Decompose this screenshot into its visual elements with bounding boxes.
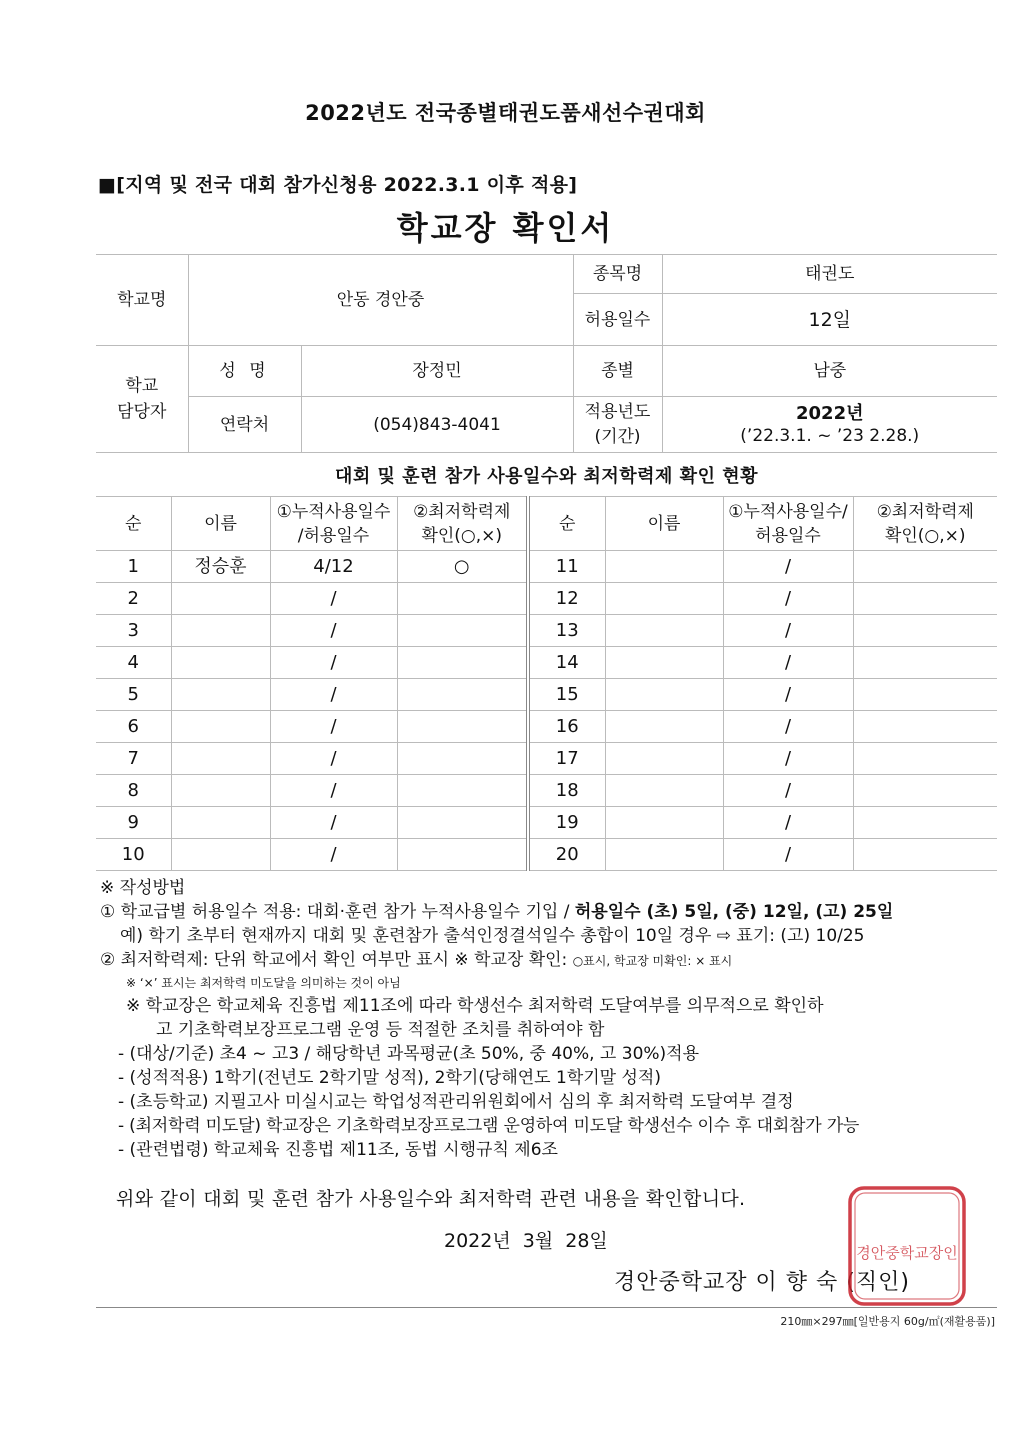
row-number: 3 xyxy=(96,615,171,647)
row-academic-check xyxy=(853,775,997,807)
name-value: 장정민 xyxy=(301,346,573,397)
row-academic-check xyxy=(853,583,997,615)
event-title: 2022년도 전국종별태권도품새선수권대회 xyxy=(305,101,706,125)
note-line-9: - (초등학교) 지필고사 미실시교는 학업성적관리위원회에서 심의 후 최저학력 도달여부 결정 xyxy=(118,1092,794,1112)
year-cell xyxy=(662,397,997,453)
table-row xyxy=(96,551,997,583)
row-days: / xyxy=(723,807,853,839)
row-number: 10 xyxy=(96,839,171,871)
header-no: 순 xyxy=(96,497,171,551)
form-label: ■[지역 및 전국 대회 참가신청용 2022.3.1 이후 적용] xyxy=(98,174,578,196)
header-academic: ②최저학력제 확인(○,×) xyxy=(397,497,528,551)
row-name xyxy=(171,839,270,871)
table-row xyxy=(96,711,997,743)
note-line-11: - (관련법령) 학교체육 진흥법 제11조, 동법 시행규칙 제6조 xyxy=(118,1140,558,1160)
row-academic-check xyxy=(397,615,528,647)
table-row xyxy=(96,775,997,807)
row-number: 16 xyxy=(528,711,605,743)
note-line-3-text: ② 최저학력제: 단위 학교에서 확인 여부만 표시 ※ 학교장 확인: xyxy=(100,950,573,970)
school-label: 학교명 xyxy=(96,255,188,346)
row-academic-check xyxy=(853,807,997,839)
row-number: 19 xyxy=(528,807,605,839)
row-days: / xyxy=(270,775,397,807)
row-number: 8 xyxy=(96,775,171,807)
school-value: 안동 경안중 xyxy=(188,255,573,346)
note-line-4: ※ ‘×’ 표시는 최저학력 미도달을 의미하는 것이 아님 xyxy=(126,976,401,990)
note-line-5: ※ 학교장은 학교체육 진흥법 제11조에 따라 학생선수 최저학력 도달여부를 의무적으로 확인하 xyxy=(126,996,824,1016)
row-name xyxy=(605,711,723,743)
row-days: / xyxy=(723,647,853,679)
row-number: 9 xyxy=(96,807,171,839)
row-number: 17 xyxy=(528,743,605,775)
table-row xyxy=(96,807,997,839)
contact-label: 연락처 xyxy=(188,397,301,453)
note-line-8: - (성적적용) 1학기(전년도 2학기말 성적), 2학기(당해연도 1학기말 성적) xyxy=(118,1068,661,1088)
row-academic-check xyxy=(397,743,528,775)
manager-label: 학교 담당자 xyxy=(96,346,188,453)
row-days: / xyxy=(270,583,397,615)
row-days: / xyxy=(723,743,853,775)
year-period: (’22.3.1. ~ ’23 2.28.) xyxy=(740,425,920,446)
row-days: / xyxy=(270,615,397,647)
header-no: 순 xyxy=(528,497,605,551)
row-number: 4 xyxy=(96,647,171,679)
header-name: 이름 xyxy=(171,497,270,551)
row-number: 13 xyxy=(528,615,605,647)
note-line-1-text: ① 학교급별 허용일수 적용: 대회·훈련 참가 누적사용일수 기입 / xyxy=(100,902,575,922)
participation-rows xyxy=(96,551,997,871)
row-number: 11 xyxy=(528,551,605,583)
row-days: / xyxy=(723,615,853,647)
row-academic-check xyxy=(397,679,528,711)
row-number: 2 xyxy=(96,583,171,615)
row-academic-check xyxy=(397,711,528,743)
row-days: / xyxy=(723,583,853,615)
date-line: 2022년 3월 28일 xyxy=(444,1230,608,1252)
row-academic-check: ○ xyxy=(397,551,528,583)
row-days: / xyxy=(270,807,397,839)
row-number: 15 xyxy=(528,679,605,711)
year-value: 2022년 xyxy=(796,402,864,424)
row-academic-check xyxy=(853,615,997,647)
participation-table xyxy=(96,496,997,871)
note-line-1-bold: 허용일수 (초) 5일, (중) 12일, (고) 25일 xyxy=(574,902,894,922)
note-line-10: - (최저학력 미도달) 학교장은 기초학력보장프로그램 운영하여 미도달 학생선수 이수 후 대회참가 가능 xyxy=(118,1116,860,1136)
row-academic-check xyxy=(853,743,997,775)
row-name xyxy=(171,615,270,647)
row-days: / xyxy=(723,839,853,871)
confirmation-text: 위와 같이 대회 및 훈련 참가 사용일수와 최저학력 관련 내용을 확인합니다. xyxy=(116,1188,746,1210)
row-name xyxy=(171,807,270,839)
table-row xyxy=(96,839,997,871)
row-number: 14 xyxy=(528,647,605,679)
division-value: 남중 xyxy=(662,346,997,397)
note-line-3-small: ○표시, 학교장 미확인: × 표시 xyxy=(572,954,733,968)
row-academic-check xyxy=(397,647,528,679)
row-name xyxy=(171,775,270,807)
header-days: ①누적사용일수/ 허용일수 xyxy=(723,497,853,551)
row-academic-check xyxy=(397,839,528,871)
division-label: 종별 xyxy=(573,346,662,397)
row-days: 4/12 xyxy=(270,551,397,583)
row-name xyxy=(605,647,723,679)
row-days: / xyxy=(723,551,853,583)
row-name xyxy=(171,743,270,775)
contact-value: (054)843-4041 xyxy=(301,397,573,453)
row-name xyxy=(605,615,723,647)
notes-heading: ※ 작성방법 xyxy=(100,878,186,898)
instructions xyxy=(100,876,995,1162)
row-name xyxy=(605,839,723,871)
row-days: / xyxy=(270,647,397,679)
table-row xyxy=(96,583,997,615)
header-academic: ②최저학력제 확인(○,×) xyxy=(853,497,997,551)
row-academic-check xyxy=(397,583,528,615)
note-line-2: 예) 학기 초부터 현재까지 대회 및 훈련참가 출석인정결석일수 총합이 10일 경우 ⇨ 표기: (고) 10/25 xyxy=(120,926,865,946)
row-name xyxy=(605,775,723,807)
name-label: 성 명 xyxy=(188,346,301,397)
row-name xyxy=(605,583,723,615)
row-academic-check xyxy=(853,647,997,679)
note-line-3 xyxy=(100,948,995,972)
info-table xyxy=(96,254,997,453)
row-name xyxy=(605,551,723,583)
sport-label: 종목명 xyxy=(573,255,662,294)
note-line-6: 고 기초학력보장프로그램 운영 등 적절한 조치를 취하여야 함 xyxy=(156,1020,605,1040)
svg-text:경안중학교장인: 경안중학교장인 xyxy=(856,1244,958,1262)
allowed-days-label: 허용일수 xyxy=(573,294,662,346)
row-number: 6 xyxy=(96,711,171,743)
row-name xyxy=(171,583,270,615)
table-row xyxy=(96,615,997,647)
row-days: / xyxy=(270,743,397,775)
signer-line: 경안중학교장 이 향 숙 (직인) xyxy=(614,1270,910,1295)
row-name xyxy=(605,743,723,775)
row-academic-check xyxy=(853,679,997,711)
row-name xyxy=(171,679,270,711)
table-row xyxy=(96,647,997,679)
row-number: 1 xyxy=(96,551,171,583)
row-academic-check xyxy=(853,839,997,871)
header-name: 이름 xyxy=(605,497,723,551)
row-days: / xyxy=(270,711,397,743)
row-name xyxy=(605,807,723,839)
table-row xyxy=(96,743,997,775)
table-row xyxy=(96,679,997,711)
row-name xyxy=(605,679,723,711)
row-number: 7 xyxy=(96,743,171,775)
row-days: / xyxy=(270,679,397,711)
row-number: 5 xyxy=(96,679,171,711)
paper-spec: 210㎜×297㎜[일반용지 60g/㎡(재활용품)] xyxy=(780,1315,995,1328)
row-academic-check xyxy=(853,551,997,583)
document-title: 학교장 확인서 xyxy=(396,209,615,247)
status-title: 대회 및 훈련 참가 사용일수와 최저학력제 확인 현황 xyxy=(334,466,758,487)
note-line-7: - (대상/기준) 초4 ~ 고3 / 해당학년 과목평균(초 50%, 중 40%, 고 30%)적용 xyxy=(118,1044,700,1064)
row-number: 20 xyxy=(528,839,605,871)
allowed-days-value: 12일 xyxy=(662,294,997,346)
row-days: / xyxy=(270,839,397,871)
header-days: ①누적사용일수 /허용일수 xyxy=(270,497,397,551)
row-days: / xyxy=(723,775,853,807)
row-days: / xyxy=(723,679,853,711)
row-number: 12 xyxy=(528,583,605,615)
official-seal xyxy=(846,1184,968,1308)
row-name xyxy=(171,647,270,679)
note-line-1 xyxy=(100,900,995,924)
row-days: / xyxy=(723,711,853,743)
row-academic-check xyxy=(853,711,997,743)
row-number: 18 xyxy=(528,775,605,807)
sport-value: 태권도 xyxy=(662,255,997,294)
year-label: 적용년도 (기간) xyxy=(573,397,662,453)
row-academic-check xyxy=(397,807,528,839)
row-name: 정승훈 xyxy=(171,551,270,583)
bottom-divider xyxy=(96,1307,997,1308)
row-name xyxy=(171,711,270,743)
row-academic-check xyxy=(397,775,528,807)
